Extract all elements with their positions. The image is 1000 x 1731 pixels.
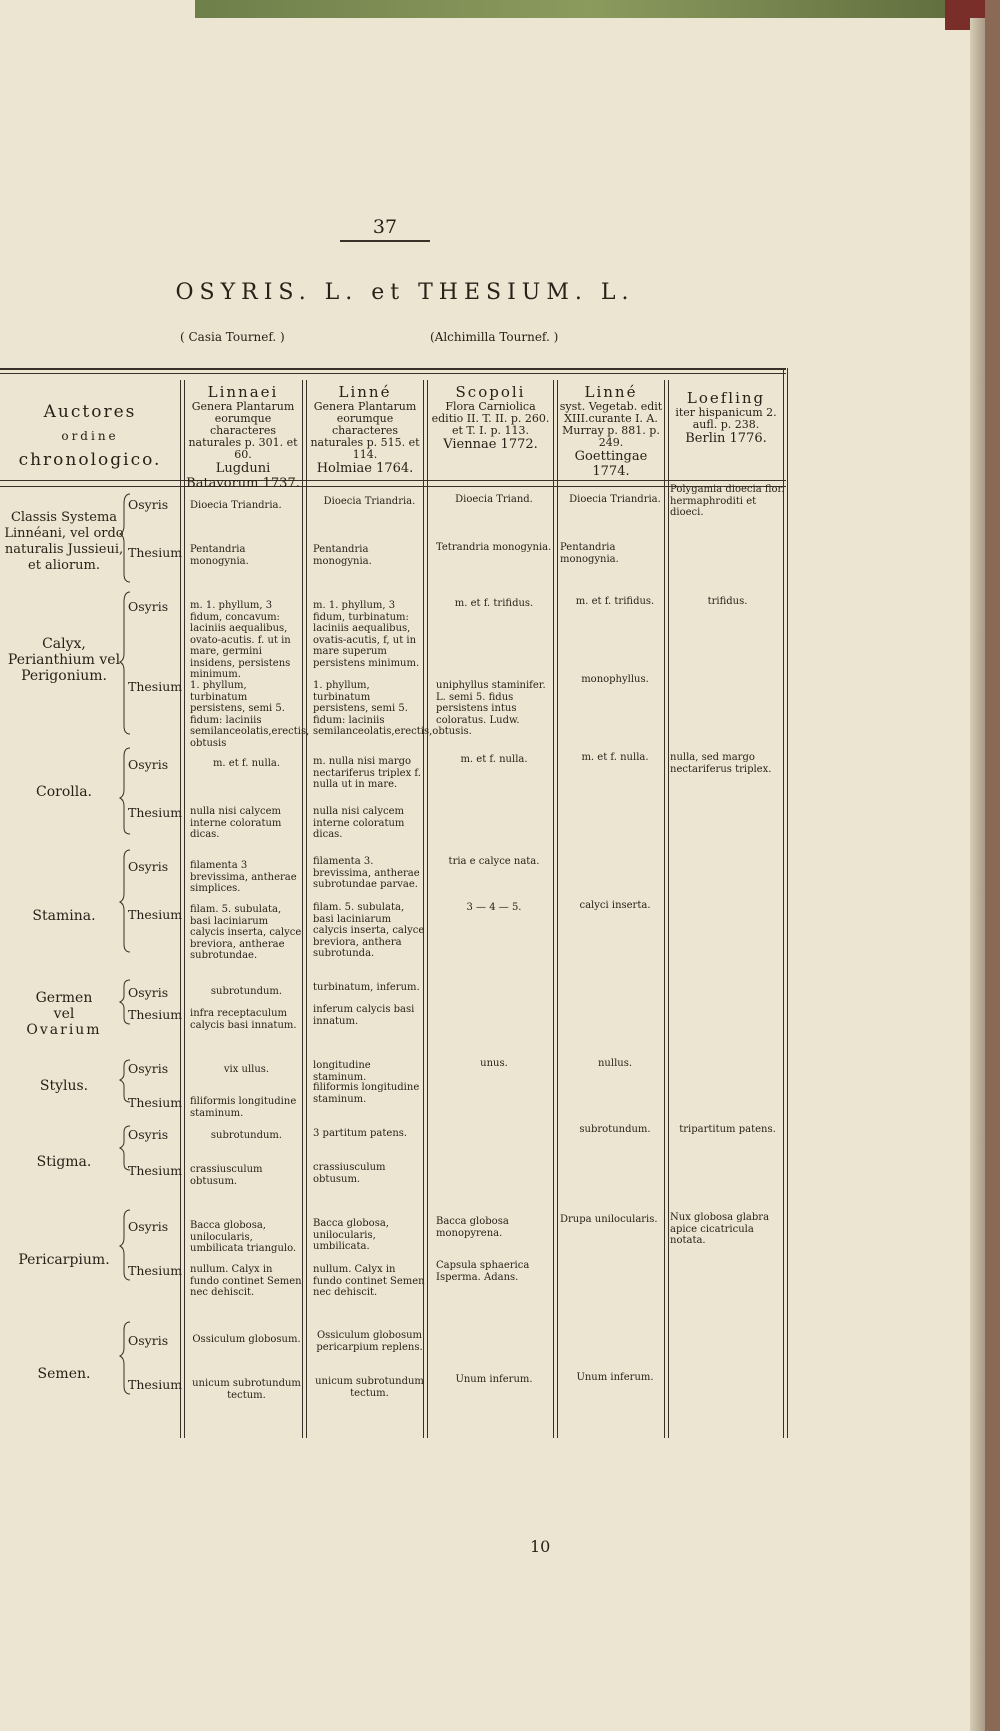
cell: nullus. [597, 1058, 633, 1069]
cell: crassiusculum obtusum. [313, 1162, 386, 1185]
cell: Dioecia Triand. [455, 494, 533, 505]
cell: m. 1. phyllum, 3 fidum, concavum: laciniis aequalibus, ovato-acutis. f. ut in mare, germini insidens, persistens minimum. [190, 600, 291, 680]
cell: filiformis longitudine staminum. [313, 1082, 420, 1105]
cell: Dioecia Triandria. [323, 496, 416, 507]
cell: trifidus. [707, 596, 748, 607]
cell: subrotundum. [579, 1124, 651, 1135]
sub-osyris: Osyris [128, 1061, 169, 1076]
cell: monophyllus. [581, 674, 649, 685]
bottom-number: 10 [530, 1537, 551, 1556]
cell: m. et f. nulla. [212, 758, 281, 769]
cell: Unum inferum. [455, 1374, 533, 1385]
page-title: OSYRIS. L. et THESIUM. L. [175, 280, 635, 305]
cell: Bacca globosa monopyrena. [436, 1216, 509, 1239]
row-label-corolla: Corolla. [35, 784, 92, 800]
sub-thesium: Thesium [128, 1163, 183, 1178]
cell: nullum. Calyx in fundo continet Semen nec dehiscit. [190, 1264, 302, 1298]
synonym-thesium: (Alchimilla Tournef. ) [430, 330, 559, 344]
cell: longitudine staminum. [313, 1060, 371, 1083]
cell: filam. 5. subulata, basi laciniarum calycis inserta, calyce breviora, anthera subrotunda. [313, 902, 425, 959]
sub-thesium: Thesium [128, 1007, 183, 1022]
column-header-1: Linnaei Genera Plantarum eorumque characteres naturales p. 301. et 60. Lugduni Batavorum 1737. [186, 383, 300, 491]
cell: Bacca globosa, unilocularis, umbilicata triangulo. [190, 1220, 297, 1254]
cell: subrotundum. [210, 986, 283, 997]
sub-thesium: Thesium [128, 805, 183, 820]
sub-thesium: Thesium [128, 1377, 183, 1392]
column-header-5: Loefling iter hispanicum 2. aufl. p. 238. Berlin 1776. [675, 389, 777, 446]
row-label-pericarpium: Pericarpium. [18, 1252, 110, 1268]
cell: nulla nisi calycem interne coloratum dicas. [190, 806, 282, 840]
cell: tria e calyce nata. [448, 856, 540, 867]
cell: Ossiculum globosum. [192, 1334, 301, 1345]
cell: Unum inferum. [576, 1372, 654, 1383]
cell: subrotundum. [210, 1130, 283, 1141]
cell: Pentandria monogynia. [560, 542, 619, 565]
cell: m. et f. trifidus. [454, 598, 534, 609]
row-label-germen: Germen vel Ovarium [26, 990, 102, 1038]
sub-osyris: Osyris [128, 985, 169, 1000]
cell: unicum subrotundum tectum. [315, 1376, 424, 1399]
cell: Dioecia Triandria. [569, 494, 661, 505]
cell: Pentandria monogynia. [313, 544, 372, 567]
cell: Tetrandria monogynia. [436, 542, 552, 553]
sub-osyris: Osyris [128, 1333, 169, 1348]
cell: nullum. Calyx in fundo continet Semen nec dehiscit. [313, 1264, 425, 1298]
cell: m. nulla nisi margo nectariferus triplex f. nulla ut in mare. [313, 756, 421, 790]
page-edge [970, 18, 985, 1731]
row-label-semen: Semen. [37, 1366, 91, 1382]
cell: Bacca globosa, unilocularis, umbilicata. [313, 1218, 389, 1252]
cell: unicum subrotundum tectum. [192, 1378, 301, 1401]
cell: m. 1. phyllum, 3 fidum, turbinatum: laciniis aequalibus, ovatis-acutis, f, ut in mare superum persistens minimum. [313, 600, 420, 669]
column-header-4: Linné syst. Vegetab. edit XIII.curante I. A. Murray p. 881. p. 249. Goettingae 1774. [559, 383, 663, 479]
row-label-stigma: Stigma. [36, 1154, 92, 1170]
cell: filam. 5. subulata, basi laciniarum calycis inserta, calyce breviora, antherae subrotundae. [190, 904, 302, 961]
cover-edge [195, 0, 985, 18]
cell: nulla nisi calycem interne coloratum dicas. [313, 806, 405, 840]
sub-osyris: Osyris [128, 1219, 169, 1234]
cell: m. et f. nulla. [460, 754, 528, 765]
cell: m. et f. nulla. [581, 752, 649, 763]
auctores-header: Auctores ordine chronologico. [18, 402, 162, 470]
cell: 1. phyllum, turbinatum persistens, semi 5. fidum: laciniis semilanceolatis,erectis, obtusis [190, 680, 310, 749]
cell: calyci inserta. [579, 900, 651, 911]
column-header-3: Scopoli Flora Carniolica editio II. T. II. p. 260. et T. I. p. 113. Viennae 1772. [431, 383, 550, 452]
cell: nulla, sed margo nectariferus triplex. [670, 752, 772, 775]
cell: filiformis longitudine staminum. [190, 1096, 297, 1119]
sub-osyris: Osyris [128, 757, 169, 772]
cell: filamenta 3 brevissima, antherae simplices. [190, 860, 297, 894]
cell: 1. phyllum, turbinatum persistens, semi 5. fidum: laciniis semilanceolatis,erectis,obtusis. [313, 680, 472, 737]
cell: Dioecia Triandria. [190, 500, 282, 511]
cell: inferum calycis basi innatum. [313, 1004, 415, 1027]
cell: infra receptaculum calycis basi innatum. [190, 1008, 297, 1031]
cell: vix ullus. [223, 1064, 270, 1075]
row-label-calyx: Calyx, Perianthium vel Perigonium. [7, 636, 121, 684]
cell: Ossiculum globosum pericarpium replens. [316, 1330, 423, 1353]
page-number: 37 [340, 216, 430, 242]
cell: Polygamia dioecia flor. hermaphroditi et dioeci. [670, 484, 785, 518]
sub-thesium: Thesium [128, 545, 183, 560]
cell: Capsula sphaerica Isperma. Adans. [436, 1260, 530, 1283]
row-label-classis: Classis Systema Linnéani, vel ordo naturalis Jussieui, et aliorum. [4, 510, 124, 573]
cell: 3 — 4 — 5. [466, 902, 522, 913]
cell: uniphyllus staminifer. L. semi 5. fidus persistens intus coloratus. Ludw. [436, 680, 546, 726]
sub-osyris: Osyris [128, 497, 169, 512]
synonym-osyris: ( Casia Tournef. ) [180, 330, 285, 344]
row-braces [118, 490, 132, 1440]
sub-osyris: Osyris [128, 599, 169, 614]
cell: tripartitum patens. [679, 1124, 776, 1135]
cell: 3 partitum patens. [313, 1128, 408, 1139]
cell: filamenta 3. brevissima, antherae subrotundae parvae. [313, 856, 420, 890]
cell: Pentandria monogynia. [190, 544, 249, 567]
cell: Nux globosa glabra apice cicatricula notata. [670, 1212, 770, 1246]
sub-thesium: Thesium [128, 1095, 183, 1110]
sub-thesium: Thesium [128, 907, 183, 922]
column-header-2: Linné Genera Plantarum eorumque characteres naturales p. 515. et 114. Holmiae 1764. [310, 383, 420, 476]
sub-osyris: Osyris [128, 1127, 169, 1142]
cell: crassiusculum obtusum. [190, 1164, 263, 1187]
cell: turbinatum, inferum. [313, 982, 420, 993]
row-label-stylus: Stylus. [39, 1078, 89, 1094]
sub-osyris: Osyris [128, 859, 169, 874]
sub-thesium: Thesium [128, 679, 183, 694]
cell: Drupa unilocularis. [560, 1214, 658, 1225]
row-label-stamina: Stamina. [32, 908, 96, 924]
cell: m. et f. trifidus. [575, 596, 655, 607]
sub-thesium: Thesium [128, 1263, 183, 1278]
cell: unus. [480, 1058, 508, 1069]
